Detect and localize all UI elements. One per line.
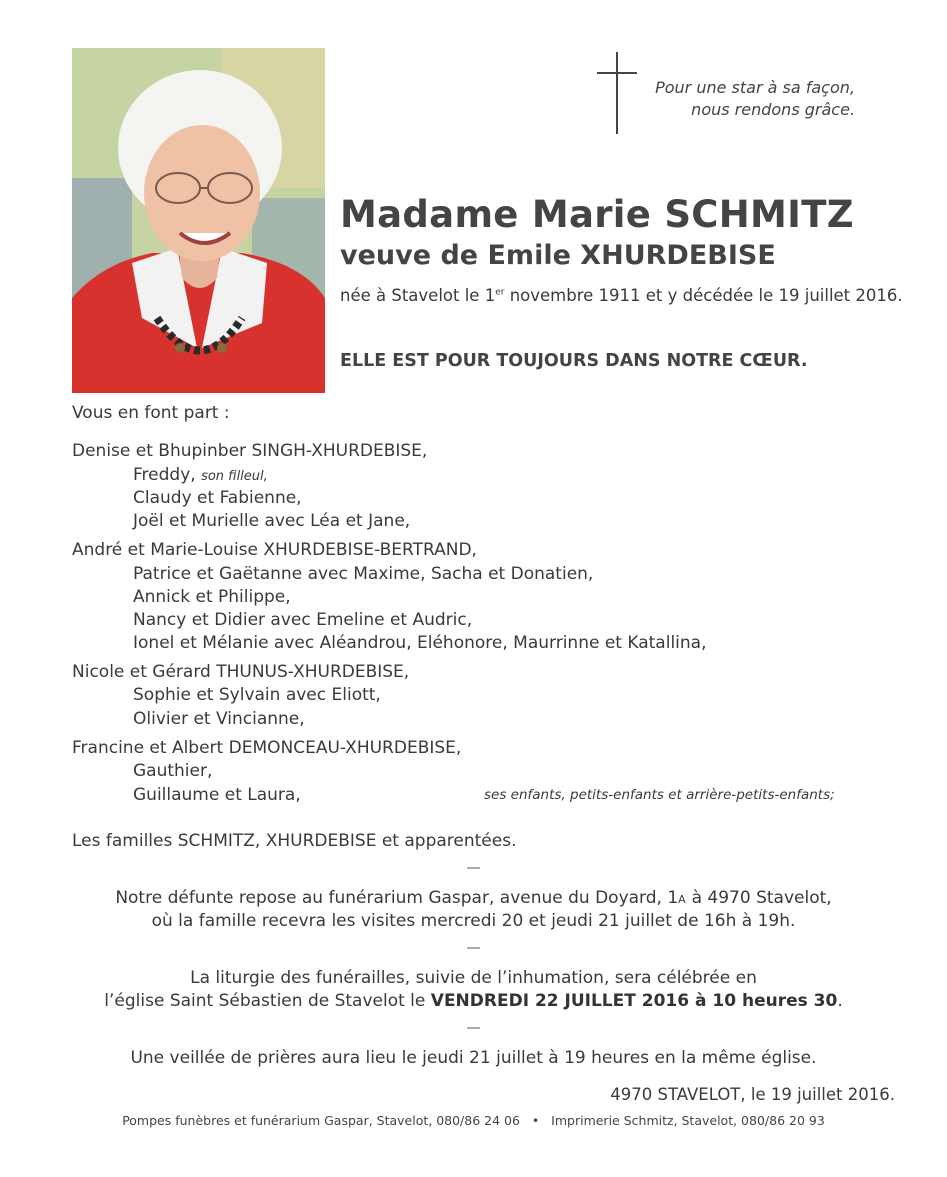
footer-funeral-home: Pompes funèbres et funérarium Gaspar, Stavelot, 080/86 24 06 [122, 1113, 520, 1128]
place-date: 4970 STAVELOT, le 19 juillet 2016. [610, 1085, 895, 1104]
footer-bullet: • [531, 1113, 540, 1128]
family-line: Olivier et Vincianne, [133, 709, 305, 729]
family-line: Patrice et Gaëtanne avec Maxime, Sacha et Donatien, [133, 564, 594, 584]
cross-icon-vertical [616, 52, 618, 134]
vigil-announcement: Une veillée de prières aura lieu le jeudi 21 juillet à 19 heures en la même église. [130, 1048, 817, 1068]
birth-text-before: née à Stavelot le 1 [340, 286, 496, 305]
family-line: Francine et Albert DEMONCEAU-XHURDEBISE, [72, 738, 462, 758]
family-line: Denise et Bhupinber SINGH-XHURDEBISE, [72, 441, 428, 461]
funeral-date: VENDREDI 22 JUILLET 2016 à 10 heures 30 [430, 991, 838, 1011]
birth-text-after: novembre 1911 et y décédée le 19 juillet 2016. [504, 286, 903, 305]
visitation-text: Notre défunte repose au funérarium Gaspar, avenue du Doyard, 1 [115, 888, 679, 908]
quote-line-2: nous rendons grâce. [691, 100, 855, 119]
funeral-line-2 [0, 991, 947, 1011]
address-suffix: A [678, 893, 687, 906]
widow-of: veuve de Emile XHURDEBISE [340, 240, 776, 271]
family-line: Sophie et Sylvain avec Eliott, [133, 685, 381, 705]
cross-icon-horizontal [597, 72, 637, 74]
separator: — [466, 860, 481, 876]
family-line: Nancy et Didier avec Emeline et Audric, [133, 610, 473, 630]
funeral-line-1: La liturgie des funérailles, suivie de l’inhumation, sera célébrée en [190, 968, 757, 988]
family-line: Gauthier, [133, 761, 213, 781]
intro-text: Vous en font part : [72, 403, 230, 423]
funeral-period: . [837, 991, 843, 1011]
family-line: Nicole et Gérard THUNUS-XHURDEBISE, [72, 662, 410, 682]
birth-death-line [340, 286, 903, 305]
visitation-line-1 [0, 888, 947, 908]
family-line: Claudy et Fabienne, [133, 488, 302, 508]
portrait-photo [72, 48, 325, 393]
family-line: Guillaume et Laura, [133, 785, 301, 805]
deceased-name: Madame Marie SCHMITZ [340, 193, 854, 236]
family-line: Annick et Philippe, [133, 587, 291, 607]
extended-families: Les familles SCHMITZ, XHURDEBISE et apparentées. [72, 831, 517, 851]
separator: — [466, 940, 481, 956]
family-line [133, 465, 268, 485]
visitation-line-2: où la famille recevra les visites mercredi 20 et jeudi 21 juillet de 16h à 19h. [151, 911, 796, 931]
heart-statement: ELLE EST POUR TOUJOURS DANS NOTRE CŒUR. [340, 351, 808, 371]
quote-line-1: Pour une star à sa façon, [655, 78, 855, 97]
family-line: André et Marie-Louise XHURDEBISE-BERTRAND, [72, 540, 477, 560]
visitation-text-end: à 4970 Stavelot, [686, 888, 832, 908]
family-line-note: son filleul, [201, 469, 268, 484]
family-line: Ionel et Mélanie avec Aléandrou, Eléhonore, Maurrinne et Katallina, [133, 633, 707, 653]
epigraph-quote [655, 77, 855, 121]
portrait-illustration [72, 48, 325, 393]
funeral-text: l’église Saint Sébastien de Stavelot le [104, 991, 431, 1011]
family-summary: ses enfants, petits-enfants et arrière-petits-enfants; [484, 787, 835, 803]
footer-printer: Imprimerie Schmitz, Stavelot, 080/86 20 93 [551, 1113, 825, 1128]
separator: — [466, 1020, 481, 1036]
family-line-text: Freddy, [133, 465, 202, 485]
footer-credits [0, 1113, 947, 1128]
birth-superscript: er [495, 287, 505, 298]
family-line: Joël et Murielle avec Léa et Jane, [133, 511, 411, 531]
